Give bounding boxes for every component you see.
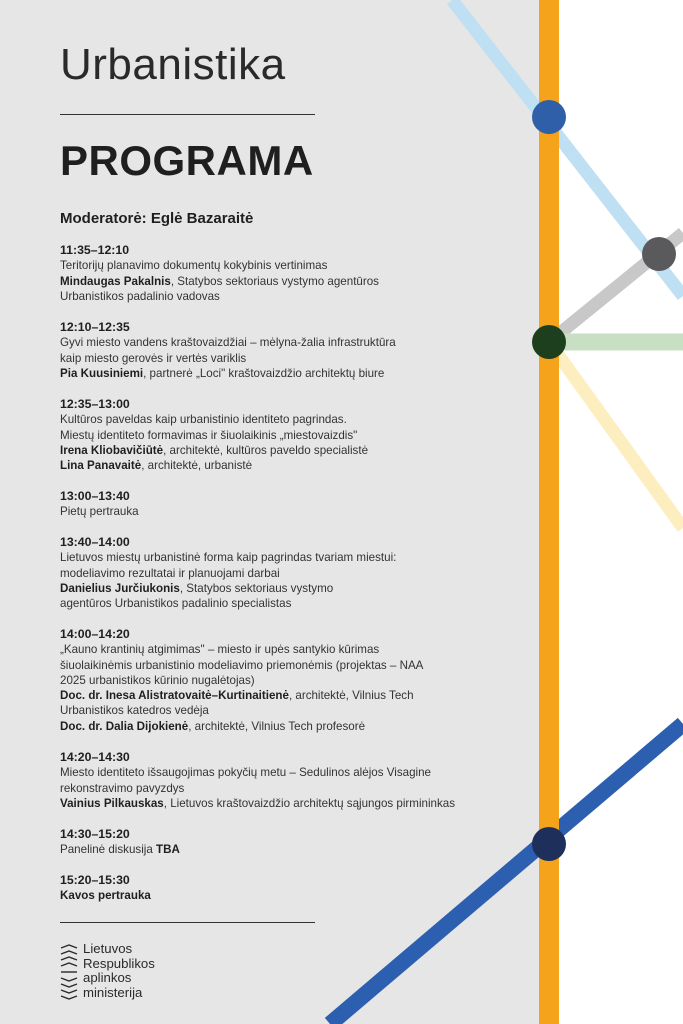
program-time: 13:40–14:00 — [60, 535, 130, 549]
program-item — [60, 627, 500, 734]
program-text: , architektė, Vilnius Tech — [288, 689, 414, 703]
program-time: 15:20–15:30 — [60, 873, 130, 887]
program-line — [60, 796, 500, 811]
program-line — [60, 781, 500, 796]
program-line — [60, 688, 500, 703]
program-text: , architektė, urbanistė — [141, 459, 253, 473]
program-item — [60, 535, 500, 611]
program-line — [60, 366, 500, 381]
program-line — [60, 428, 500, 443]
program-item — [60, 827, 500, 858]
program-line — [60, 274, 500, 289]
program-text: kaip miesto gerovės ir vertės variklis — [60, 351, 247, 365]
program-item — [60, 397, 500, 473]
program-line — [60, 658, 500, 673]
speaker-name: Danielius Jurčiukonis — [60, 581, 180, 595]
footer-divider — [60, 922, 315, 923]
program-line — [60, 703, 500, 718]
station-dot-blue — [532, 100, 566, 134]
speaker-name: Pia Kuusiniemi — [60, 366, 144, 380]
ministry-name — [83, 942, 155, 1000]
ministry-emblem-icon — [60, 944, 78, 1000]
program-line — [60, 550, 500, 565]
program-line — [60, 888, 500, 903]
program-line — [60, 765, 500, 780]
program-text: , Statybos sektoriaus vystymo — [179, 581, 334, 595]
program-text: šiuolaikinėmis urbanistinio modeliavimo priemonėmis (projektas – NAA — [60, 658, 424, 672]
program-text: Kultūros paveldas kaip urbanistinio identiteto pagrindas. — [60, 413, 347, 427]
program-item — [60, 873, 500, 904]
program-line — [60, 842, 500, 857]
ministry-name-line: aplinkos — [83, 970, 132, 986]
event-title: Urbanistika — [60, 40, 286, 89]
program-text: rekonstravimo pavyzdys — [60, 781, 185, 795]
program-text: Teritorijų planavimo dokumentų kokybinis vertinimas — [60, 259, 328, 273]
program-time: 13:00–13:40 — [60, 489, 130, 503]
program-item — [60, 750, 500, 811]
program-line — [60, 258, 500, 273]
speaker-name: Lina Panavaitė — [60, 459, 142, 473]
program-line — [60, 412, 500, 427]
ministry-name-line: Respublikos — [83, 955, 155, 971]
ministry-name-line: Lietuvos — [83, 941, 133, 956]
program-line — [60, 335, 500, 350]
program-time: 12:10–12:35 — [60, 320, 130, 334]
program-text: , architektė, kultūros paveldo specialistė — [163, 443, 369, 457]
program-text: , Lietuvos kraštovaizdžio architektų sąjungos pirmininkas — [163, 796, 456, 810]
program-text: Miesto identiteto išsaugojimas pokyčių metu – Sedulinos alėjos Visagine — [60, 766, 431, 780]
program-time: 14:30–15:20 — [60, 827, 130, 841]
station-dot-navy — [532, 827, 566, 861]
program-text: Urbanistikos padalinio vadovas — [60, 289, 220, 303]
program-time: 12:35–13:00 — [60, 397, 130, 411]
program-time: 14:00–14:20 — [60, 627, 130, 641]
program-text: „Kauno krantinių atgimimas" – miesto ir upės santykio kūrimas — [60, 643, 380, 657]
program-line — [60, 443, 500, 458]
speaker-name: Kavos pertrauka — [60, 889, 151, 903]
program-time: 14:20–14:30 — [60, 750, 130, 764]
speaker-name: Irena Kliobavičiūtė — [60, 443, 164, 457]
program-text: agentūros Urbanistikos padalinio specialistas — [60, 597, 292, 611]
program-text: 2025 urbanistikos kūrinio nugalėtojas) — [60, 673, 255, 687]
program-text: Panelinė diskusija — [60, 843, 157, 857]
program-text-bold: TBA — [156, 843, 180, 857]
program-line — [60, 673, 500, 688]
program-line — [60, 566, 500, 581]
program-text: , architektė, Vilnius Tech profesorė — [188, 719, 366, 733]
program-item — [60, 320, 500, 381]
program-line — [60, 581, 500, 596]
pale-yellow-line — [549, 342, 683, 528]
program-time: 11:35–12:10 — [60, 243, 130, 257]
station-dot-green — [532, 325, 566, 359]
program-text: Urbanistikos katedros vedėja — [60, 704, 209, 718]
program-line — [60, 719, 500, 734]
program-text: modeliavimo rezultatai ir planuojami darbai — [60, 566, 280, 580]
program-text: , Statybos sektoriaus vystymo agentūros — [170, 274, 379, 288]
program-text: , partnerė „Loci" kraštovaizdžio architektų biure — [143, 366, 385, 380]
program-text: Pietų pertrauka — [60, 505, 139, 519]
speaker-name: Doc. dr. Inesa Alistratovaitė–Kurtinaitienė — [60, 689, 289, 703]
program-item — [60, 489, 500, 520]
program-text: Gyvi miesto vandens kraštovaizdžiai – mėlyna-žalia infrastruktūra — [60, 336, 396, 350]
program-text: Miestų identiteto formavimas ir šiuolaikinis „miestovaizdis" — [60, 428, 358, 442]
program-line — [60, 351, 500, 366]
speaker-name: Mindaugas Pakalnis — [60, 274, 171, 288]
program-line — [60, 458, 500, 473]
program-line — [60, 596, 500, 611]
ministry-name-line: ministerija — [83, 984, 143, 1000]
program-text: Lietuvos miestų urbanistinė forma kaip pagrindas tvariam miestui: — [60, 551, 397, 565]
moderator-label: Moderatorė: Eglė Bazaraitė — [60, 210, 254, 227]
title-divider — [60, 114, 315, 115]
speaker-name: Vainius Pilkauskas — [60, 796, 164, 810]
program-line — [60, 504, 500, 519]
program-item — [60, 243, 500, 304]
station-dot-gray — [642, 237, 676, 271]
program-line — [60, 642, 500, 657]
speaker-name: Doc. dr. Dalia Dijokienė — [60, 719, 189, 733]
program-line — [60, 289, 500, 304]
program-heading: PROGRAMA — [60, 137, 314, 184]
